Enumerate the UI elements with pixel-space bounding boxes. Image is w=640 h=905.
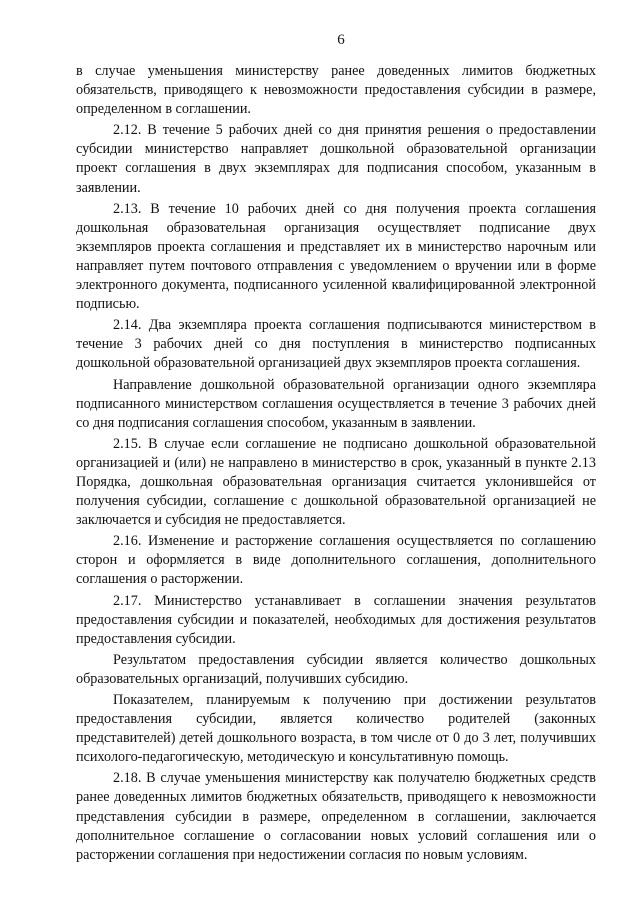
paragraph: Результатом предоставления субсидии является количество дошкольных образовательных организаций, получивших субсидию. [76, 651, 596, 687]
paragraph: 2.16. Изменение и расторжение соглашения осуществляется по соглашению сторон и оформляется в виде дополнительного соглашения, дополнительного соглашения о расторжении. [76, 533, 596, 588]
paragraph: 2.15. В случае если соглашение не подписано дошкольной образовательной организацией и (или) не направлено в министерство в срок, указанный в пункте 2.13 Порядка, дошкольная образовательная организация считается уклонившейся от получения субсидии, соглашение с дошкольной образовательной организацией не заключается и субсидия не предоставляется. [76, 435, 596, 529]
paragraph: в случае уменьшения министерству ранее доведенных лимитов бюджетных обязательств, приводящего к невозможности предоставления субсидии в размере, определенном в соглашении. [76, 63, 596, 118]
paragraph: 2.13. В течение 10 рабочих дней со дня получения проекта соглашения дошкольная образовательная организация осуществляет подписание двух экземпляров проекта соглашения и представляет их в министерство нарочным или направляет путем почтового отправления с уведомлением о вручении или в форме электронного документа, подписанного усиленной квалифицированной электронной подписью. [76, 200, 596, 313]
paragraph: 2.18. В случае уменьшения министерству как получателю бюджетных средств ранее доведенных лимитов бюджетных обязательств, приводящего к невозможности представления субсидии в размере, определенном в соглашении, заключается дополнительное соглашение о согласовании новых условий соглашения или о расторжении соглашения при недостижении согласия по новым условиям. [76, 770, 596, 863]
paragraph: 2.14. Два экземпляра проекта соглашения подписываются министерством в течение 3 рабочих дней со дня поступления в министерство подписанных дошкольной образовательной организацией двух экземпляров проекта соглашения. [76, 317, 596, 372]
paragraph: Показателем, планируемым к получению при достижении результатов предоставления субсидии, является количество родителей (законных представителей) детей дошкольного возраста, в том числе от 0 до 3 лет, получивших психолого-педагогическую, методическую и консультативную помощь. [76, 692, 596, 766]
document-body [76, 62, 596, 865]
paragraph: 2.17. Министерство устанавливает в соглашении значения результатов предоставления субсидии и показателей, необходимых для достижения результатов предоставления субсидии. [76, 592, 596, 647]
paragraph: 2.12. В течение 5 рабочих дней со дня принятия решения о предоставлении субсидии министерство направляет дошкольной образовательной организации проект соглашения в двух экземплярах для подписания способом, указанным в заявлении. [76, 122, 596, 196]
page-number: 6 [337, 32, 345, 48]
paragraph: Направление дошкольной образовательной организации одного экземпляра подписанного министерством соглашения осуществляется в течение 3 рабочих дней со дня подписания соглашения способом, указанным в заявлении. [76, 376, 596, 431]
document-page [76, 30, 596, 867]
